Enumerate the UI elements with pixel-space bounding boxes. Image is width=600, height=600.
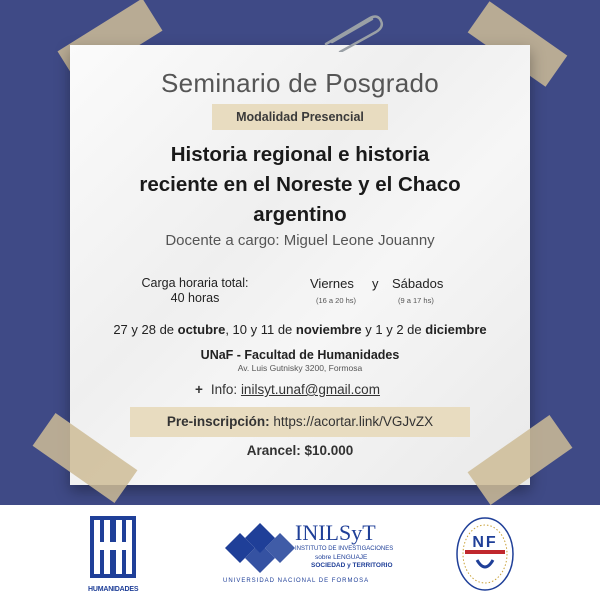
info-line [195, 382, 380, 397]
page-title: Seminario de Posgrado [160, 68, 440, 98]
unaf-seal-logo [455, 516, 515, 592]
month-noviembre: noviembre [295, 322, 362, 337]
carga-horaria [120, 276, 270, 306]
dates-text: 27 y 28 de [113, 322, 178, 337]
inilsyt-line2: sobre LENGUAJE [315, 554, 368, 561]
inilsyt-line3: SOCIEDAD y TERRITORIO [311, 562, 393, 569]
day-join: y [372, 276, 379, 291]
building-icon [88, 514, 138, 580]
day-sabados: Sábados [392, 276, 444, 291]
day-viernes: Viernes [310, 276, 354, 291]
day-viernes-hours: (16 a 20 hs) [316, 296, 357, 305]
inilsyt-logo [215, 518, 395, 590]
diamond-pattern-icon [215, 518, 295, 578]
carga-label: Carga horaria total: [141, 276, 249, 290]
preinscripcion-link[interactable]: https://acortar.link/VGJvZX [273, 414, 434, 429]
humanidades-logo [88, 514, 138, 592]
preinscripcion-line [130, 407, 470, 437]
institution-name: UNaF - Facultad de Humanidades [200, 348, 400, 362]
arancel-text: Arancel: $10.000 [246, 443, 354, 458]
day-sabados-hours: (9 a 17 hs) [398, 296, 434, 305]
plus-icon: + [195, 382, 203, 397]
month-octubre: octubre [177, 322, 226, 337]
dates-line [70, 322, 530, 337]
carga-value: 40 horas [170, 291, 220, 305]
paperclip-icon [318, 12, 388, 52]
institution-address: Av. Luis Gutnisky 3200, Formosa [237, 363, 363, 373]
info-label: Info: [210, 382, 238, 397]
seminar-title-line: argentino [253, 203, 347, 226]
inilsyt-line4: UNIVERSIDAD NACIONAL DE FORMOSA [223, 578, 370, 584]
docente-text: Docente a cargo: Miguel Leone Jouanny [165, 232, 435, 249]
info-email-link[interactable]: inilsyt.unaf@gmail.com [240, 382, 380, 397]
seminar-title-line: reciente en el Noreste y el Chaco [139, 173, 461, 196]
preinscripcion-label: Pre-inscripción: [166, 414, 270, 429]
inilsyt-line1: INSTITUTO DE INVESTIGACIONES [295, 546, 394, 552]
seminar-title [70, 140, 530, 230]
seminar-title-line: Historia regional e historia [170, 143, 430, 166]
inilsyt-name: INILSyT [295, 520, 376, 545]
dates-text: , 10 y 11 de [225, 322, 296, 337]
month-diciembre: diciembre [425, 322, 487, 337]
university-seal-icon [455, 516, 515, 592]
humanidades-logo-text: HUMANIDADES [88, 586, 139, 593]
dates-text: y 1 y 2 de [361, 322, 426, 337]
modalidad-badge: Modalidad Presencial [212, 104, 388, 130]
unaf-initials: NF [472, 534, 498, 551]
